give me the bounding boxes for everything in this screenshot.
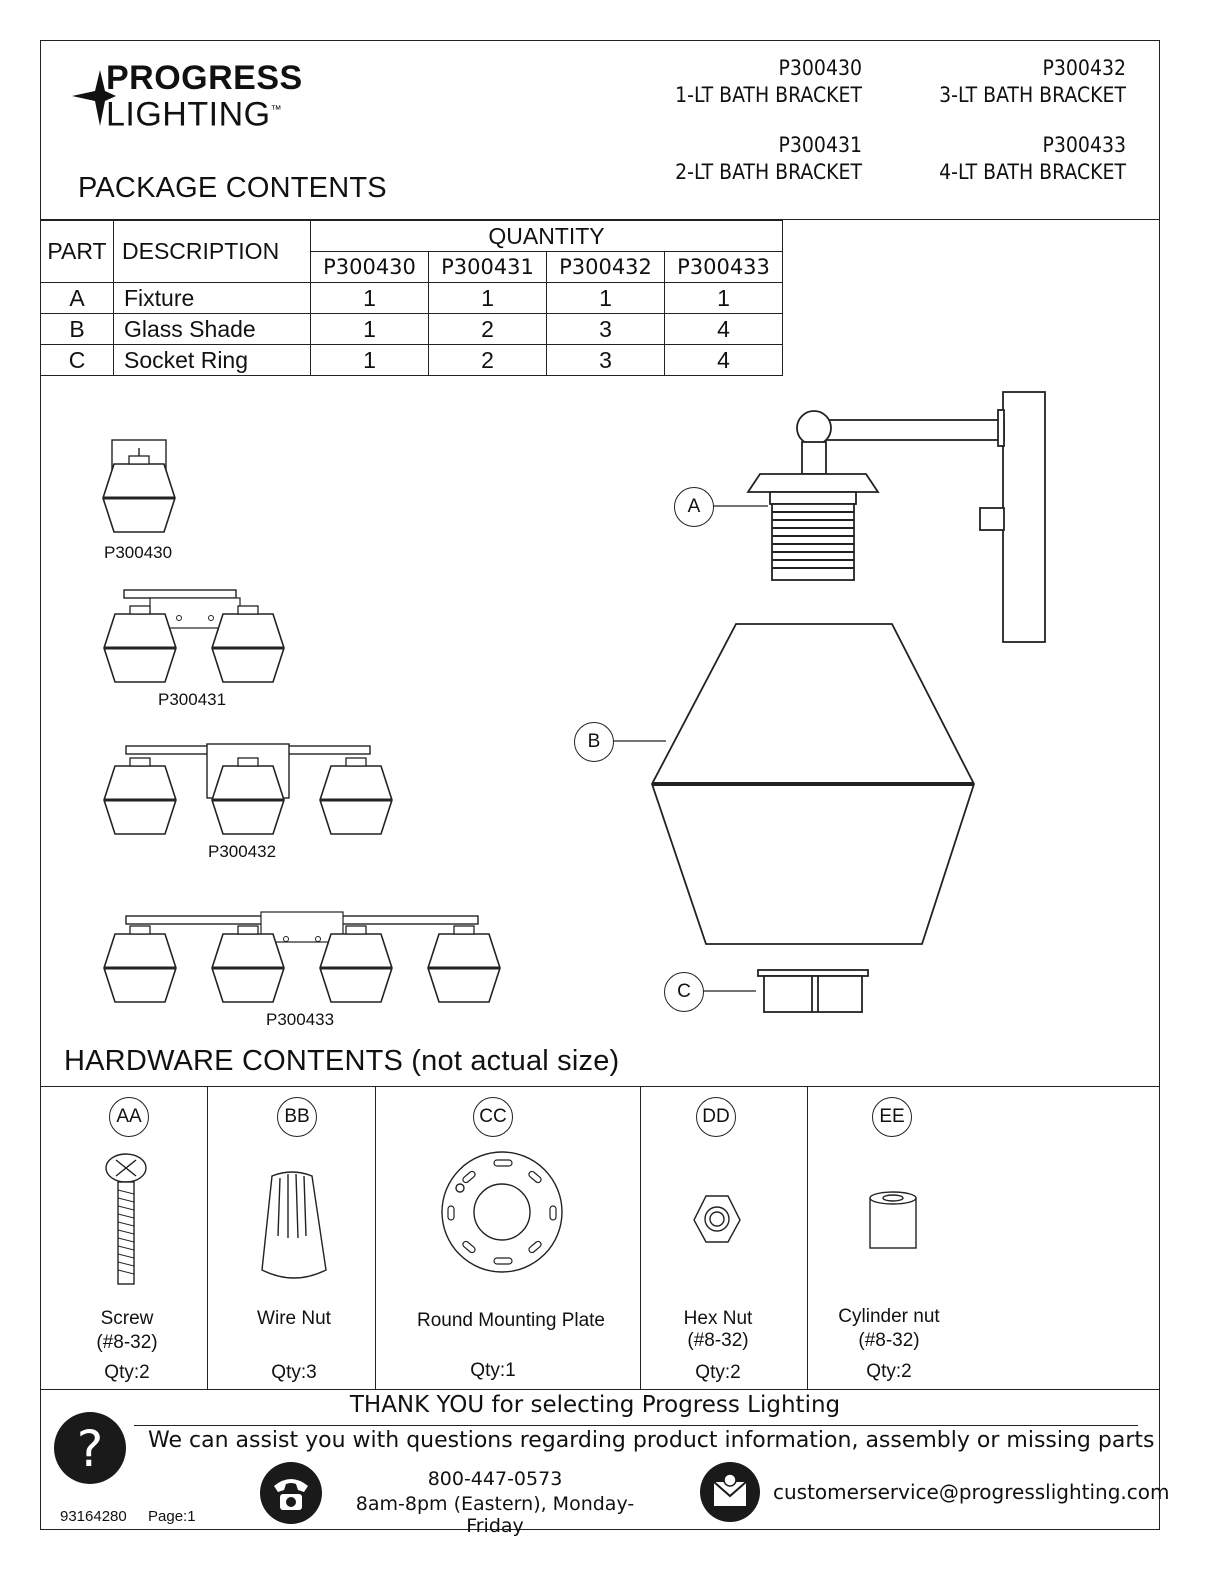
part-description: Fixture [114,283,311,314]
footer-thanks: THANK YOU for selecting Progress Lighting [349,1392,841,1418]
hardware-code-badge: CC [473,1097,513,1137]
part-letter: C [41,345,114,376]
part-letter: A [41,283,114,314]
qty-cell: 3 [547,345,665,376]
footer-assist: We can assist you with questions regarding product information, assembly or missing parts [148,1428,1155,1453]
callout-c: C [664,972,704,1012]
fixture-2lt [104,590,284,682]
model-sku: P300431 [778,133,862,157]
qty-cell: 1 [429,283,547,314]
logo-line1: PROGRESS [106,59,303,97]
model-name: 2-LT BATH BRACKET [675,160,862,184]
col-quantity: QUANTITY [311,221,783,252]
qty-cell: 1 [311,283,429,314]
page-number: Page:1 [148,1508,196,1525]
mounting-plate-icon [442,1152,562,1272]
fixture-label: P300430 [104,543,173,562]
hardware-code-badge: EE [872,1097,912,1137]
hardware-name: Cylinder nut [838,1306,940,1327]
qty-cell: 1 [311,345,429,376]
model-block-3 [862,55,1126,109]
page-title: PACKAGE CONTENTS [78,172,387,204]
model-column: P300433 [665,252,783,283]
callout-b: B [574,722,614,762]
footer-email[interactable]: customerservice@progresslighting.com [773,1480,1170,1504]
logo-tm: ™ [270,104,283,116]
fixture-label: P300432 [208,842,277,861]
logo-line2 [106,94,283,134]
hardware-code-badge: DD [696,1097,736,1137]
model-block-1 [600,55,862,109]
hardware-qty: Qty:2 [104,1362,150,1383]
qty-cell: 1 [665,283,783,314]
hardware-bottom-divider [40,1389,1160,1390]
footer-divider [134,1425,1138,1426]
screw-icon [106,1154,146,1284]
model-column: P300432 [547,252,665,283]
table-row [41,345,783,376]
wire-nut-icon [262,1172,326,1278]
hardware-code-badge: AA [109,1097,149,1137]
hardware-code-badge: BB [277,1097,317,1137]
part-description: Glass Shade [114,314,311,345]
table-row [41,283,783,314]
part-b-drawing [612,624,974,944]
hardware-qty: Qty:2 [695,1362,741,1383]
fixture-1lt [103,440,175,532]
phone-icon [258,1460,324,1526]
hardware-name: Screw [100,1308,154,1329]
part-a-drawing [712,392,1045,642]
model-name: 4-LT BATH BRACKET [939,160,1126,184]
model-column: P300431 [429,252,547,283]
model-column: P300430 [311,252,429,283]
parts-table [40,220,783,376]
model-block-4 [862,132,1126,186]
fixture-label: P300433 [266,1010,335,1029]
hardware-name: Round Mounting Plate [416,1310,605,1331]
col-description: DESCRIPTION [114,221,311,283]
question-icon [52,1410,128,1486]
part-description: Socket Ring [114,345,311,376]
fixture-4lt [104,912,500,1002]
svg-text:?: ? [76,1420,104,1478]
qty-cell: 1 [311,314,429,345]
qty-cell: 2 [429,345,547,376]
callout-a: A [674,487,714,527]
hardware-spec: (#8-32) [858,1330,920,1351]
model-block-2 [600,132,862,186]
fixture-thumbnails [90,430,510,1030]
qty-cell: 3 [547,314,665,345]
hardware-drawings [40,1140,1160,1300]
hardware-top-divider [40,1086,1160,1087]
model-name: 3-LT BATH BRACKET [939,83,1126,107]
footer-phone[interactable]: 800-447-0573 [427,1468,563,1490]
hex-nut-icon [694,1196,740,1242]
hardware-title: HARDWARE CONTENTS (not actual size) [64,1045,620,1077]
model-sku: P300432 [1042,56,1126,80]
hardware-name: Hex Nut [683,1308,753,1329]
qty-cell: 4 [665,314,783,345]
col-part: PART [41,221,114,283]
logo-lighting: LIGHTING [106,95,271,134]
footer-hours: 8am-8pm (Eastern), Monday-Friday [355,1493,635,1537]
hardware-spec: (#8-32) [687,1330,749,1351]
hardware-qty: Qty:1 [470,1360,516,1381]
hardware-qty: Qty:2 [866,1361,912,1382]
hardware-name: Wire Nut [257,1308,331,1329]
hardware-qty: Qty:3 [271,1362,317,1383]
cylinder-nut-icon [870,1192,916,1248]
qty-cell: 4 [665,345,783,376]
parts-drawing [560,380,1080,1030]
hardware-spec: (#8-32) [96,1332,158,1353]
fixture-3lt [104,744,392,834]
qty-cell: 1 [547,283,665,314]
part-c-drawing [702,970,868,1012]
model-sku: P300430 [778,56,862,80]
model-sku: P300433 [1042,133,1126,157]
model-name: 1-LT BATH BRACKET [675,83,862,107]
table-row [41,314,783,345]
email-icon [698,1460,762,1524]
qty-cell: 2 [429,314,547,345]
doc-number: 93164280 [60,1508,127,1525]
part-letter: B [41,314,114,345]
fixture-label: P300431 [158,690,227,709]
